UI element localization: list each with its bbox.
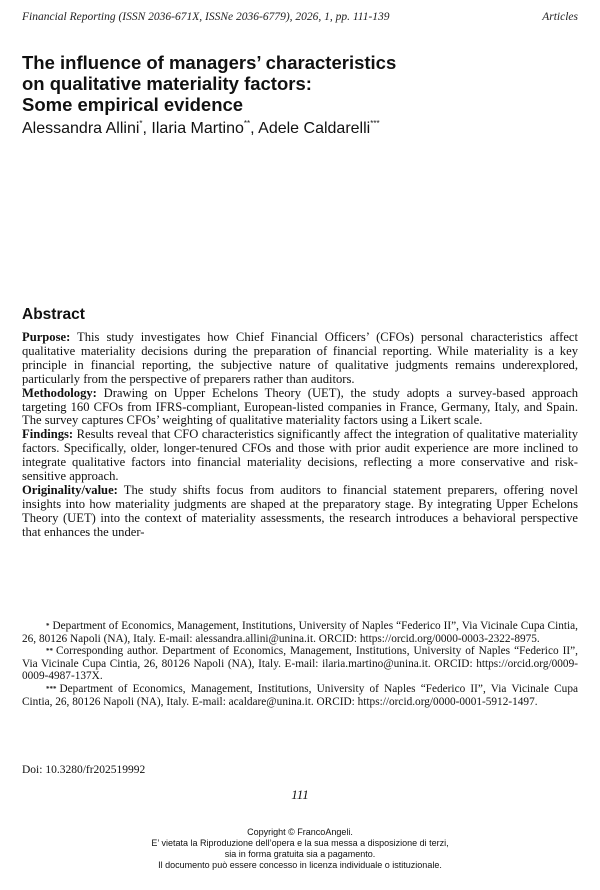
page-number: 111 <box>291 787 309 802</box>
abstract-label: Findings: <box>22 427 74 442</box>
author-name: Ilaria Martino <box>151 120 244 137</box>
author-name: Alessandra Allini <box>22 120 140 137</box>
abstract-label: Methodology: <box>22 385 97 400</box>
journal-citation: Financial Reporting (ISSN 2036-671X, ISSNe 2036-6779), 2026, 1, pp. 111-139 <box>22 11 390 23</box>
abstract-label: Purpose: <box>22 330 71 344</box>
footnote-mark: *** <box>46 684 57 693</box>
abstract-heading: Abstract <box>22 306 85 323</box>
author-footnote-mark[interactable]: * <box>139 119 143 128</box>
copyright-line: Copyright © FrancoAngeli. <box>247 827 353 837</box>
author-footnote-mark[interactable]: ** <box>243 119 251 128</box>
footnote-mark: ** <box>46 647 53 656</box>
section-label: Articles <box>542 11 578 23</box>
copyright-notice <box>0 827 600 871</box>
author-list <box>22 120 380 138</box>
footnote-text: Department of Economics, Management, Institutions, University of Naples “Federico II”, Via Vicinale Cupa Cintia, 26, 80126 Napoli (NA), Italy. E-mail: acaldare@unina.it. ORCID: https://orcid.org/0000-0001-5912-1497. <box>22 682 578 708</box>
abstract-text: Results reveal that CFO characteristics significantly affect the integration of qualitative materiality factors. Specifically, older, longer-tenured CFOs and those with prior audit experience are more inclined to integrate qualitative factors into financial materiality decisions, reflecting a more conservative and risk-sensitive approach. <box>22 427 578 484</box>
abstract-label: Originality/value: <box>22 482 118 497</box>
title-line: on qualitative materiality factors: <box>22 73 312 94</box>
footnote-mark: * <box>46 622 50 630</box>
running-head <box>22 11 578 27</box>
copyright-line: sia in forma gratuita sia a pagamento. <box>224 849 376 859</box>
copyright-line: Il documento può essere concesso in licenza individuale o istituzionale. <box>158 860 442 870</box>
author-name: Adele Caldarelli <box>258 120 371 137</box>
abstract-paragraph-methodology <box>22 387 578 429</box>
abstract-text: This study investigates how Chief Financial Officers’ (CFOs) personal characteristics affect qualitative materiality decisions during the preparation of financial reporting. While materiality is a key principle in financial reporting, the subjective nature of qualitative judgments remains underexplored, particularly from the perspective of preparers rather than auditors. <box>22 330 578 386</box>
title-line: The influence of managers’ characteristics <box>22 52 397 73</box>
footnote <box>22 645 578 683</box>
footnote <box>22 620 578 645</box>
footnote <box>22 683 578 708</box>
author-footnote-mark[interactable]: *** <box>370 119 380 128</box>
abstract-text: Drawing on Upper Echelons Theory (UET), the study adopts a survey-based approach targeting 160 CFOs from IFRS-compliant, European-listed companies in France, Germany, Italy, and Spain. The survey captures CFOs’ weighting of qualitative materiality factors using a Likert scale. <box>22 385 578 428</box>
author-separator: , <box>250 120 259 137</box>
abstract-body <box>22 331 578 540</box>
footnotes <box>22 620 578 708</box>
abstract-text: The study shifts focus from auditors to financial statement preparers, offering novel insights into how materiality judgments are shaped at the preparatory stage. By integrating Upper Echelons Theory (UET) into the context of materiality assessments, the research introduces a behavioral perspective that enhances the under- <box>22 482 578 539</box>
footnote-text: Department of Economics, Management, Institutions, University of Naples “Federico II”, Via Vicinale Cupa Cintia, 26, 80126 Napoli (NA), Italy. E-mail: alessandra.allini@unina.it. ORCID: https://orcid.org/0000-0003-2322-8975. <box>22 620 578 645</box>
footnote-text: Corresponding author. Department of Economics, Management, Institutions, University of Naples “Federico II”, Via Vicinale Cupa Cintia, 26, 80126 Napoli (NA), Italy. E-mail: ilaria.martino@unina.it. ORCID: https://orcid.org/0009-0009-4987-137X. <box>22 645 578 683</box>
abstract-paragraph-originality <box>22 484 578 540</box>
author-separator: , <box>142 120 152 137</box>
doi[interactable]: Doi: 10.3280/fr202519992 <box>22 764 146 776</box>
abstract-paragraph-purpose <box>22 331 578 387</box>
copyright-line: E’ vietata la Riproduzione dell’opera e la sua messa a disposizione di terzi, <box>151 838 449 848</box>
article-title <box>22 52 582 115</box>
abstract-paragraph-findings <box>22 428 578 484</box>
title-line: Some empirical evidence <box>22 94 244 115</box>
